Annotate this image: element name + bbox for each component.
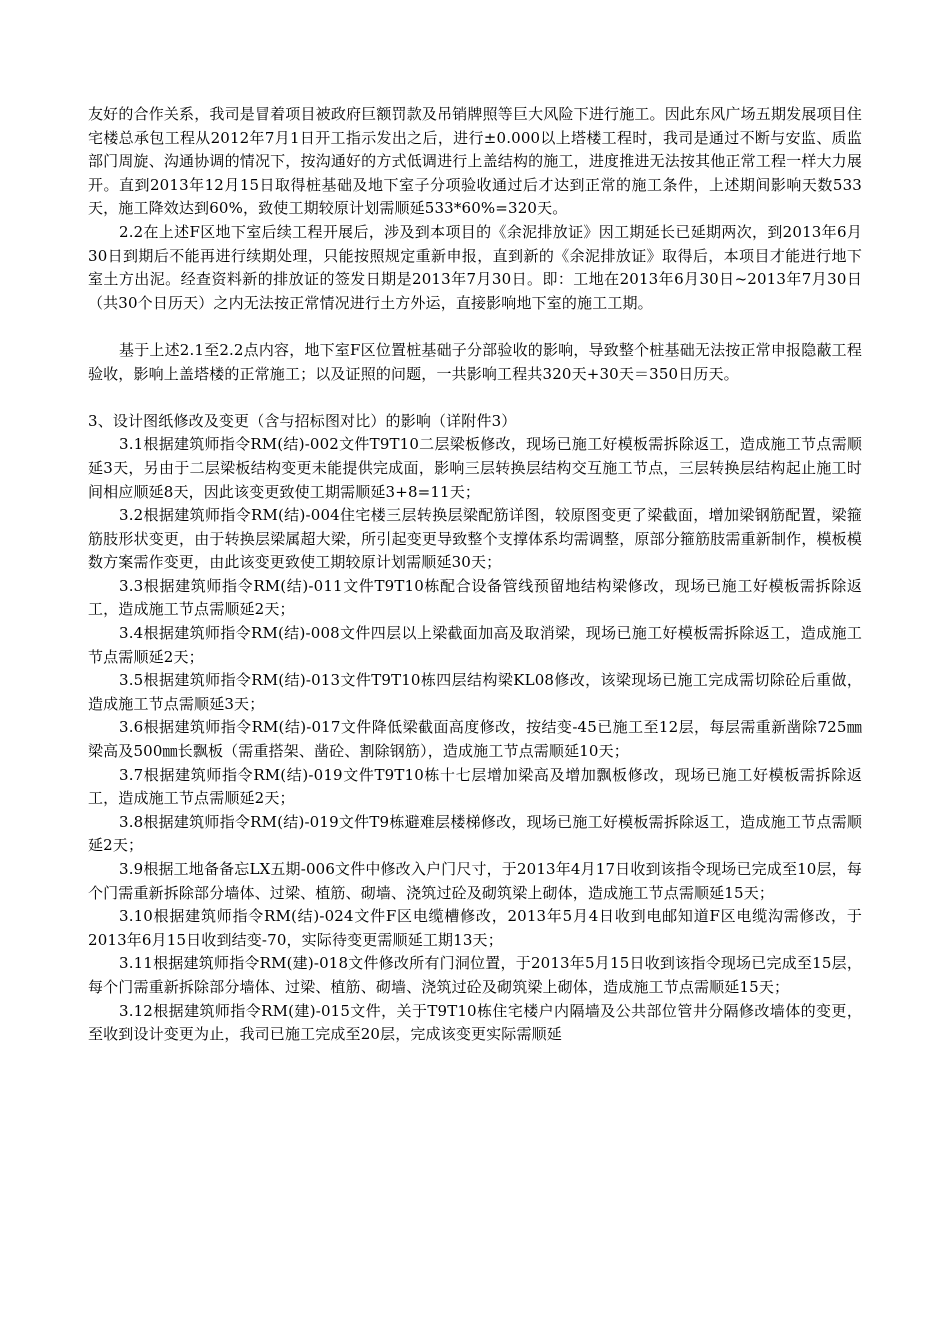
item-3-7: 3.7根据建筑师指令RM(结)-019文件T9T10栋十七层增加梁高及增加飘板修改，现场已施工好模板需拆除返工，造成施工节点需顺延2天；	[88, 765, 862, 808]
item-3-3: 3.3根据建筑师指令RM(结)-011文件T9T10栋配合设备管线预留地结构梁修改，现场已施工好模板需拆除返工，造成施工节点需顺延2天；	[88, 576, 862, 619]
item-3-6: 3.6根据建筑师指令RM(结)-017文件降低梁截面高度修改，按结变-45已施工至12层，每层需重新凿除725㎜梁高及500㎜长飘板（需重搭架、凿砼、割除钢筋），造成施工节点需顺延10天；	[88, 718, 862, 761]
item-3-2: 3.2根据建筑师指令RM(结)-004住宅楼三层转换层梁配筋详图，较原图变更了梁截面，增加梁钢筋配置，梁箍筋肢形状变更，由于转换层梁属超大梁，所引起变更导致整个支撑体系均需调整，原部分箍筋肢需重新制作，模板模数方案需作变更，由此该变更致使工期较原计划需顺延30天；	[88, 506, 862, 572]
blank-line	[88, 315, 862, 339]
item-3-12: 3.12根据建筑师指令RM(建)-015文件，关于T9T10栋住宅楼户内隔墙及公共部位管井分隔修改墙体的变更，至收到设计变更为止，我司已施工完成至20层，完成该变更实际需顺延	[88, 1001, 862, 1044]
item-3-1: 3.1根据建筑师指令RM(结)-002文件T9T10二层梁板修改，现场已施工好模板需拆除返工，造成施工节点需顺延3天，另由于二层梁板结构变更未能提供完成面，影响三层转换层结构交互施工节点，三层转换层结构起止施工时间相应顺延8天，因此该变更致使工期需顺延3+8=11天；	[88, 435, 862, 501]
section-heading-3: 3、设计图纸修改及变更（含与招标图对比）的影响（详附件3）	[88, 411, 517, 430]
paragraph-2-2-soil-permit: 2.2在上述F区地下室后续工程开展后，涉及到本项目的《余泥排放证》因工期延长已延期两次，到2013年6月30日到期后不能再进行续期处理，只能按照规定重新申报，直到新的《余泥排放证》取得后，本项目才能进行地下室土方出泥。经查资料新的排放证的签发日期是2013年7月30日。即：工地在2013年6月30日~2013年7月30日（共30个日历天）之内无法按正常情况进行土方外运，直接影响地下室的施工工期。	[88, 222, 862, 312]
item-3-8: 3.8根据建筑师指令RM(结)-019文件T9栋避难层楼梯修改，现场已施工好模板需拆除返工，造成施工节点需顺延2天；	[88, 812, 862, 855]
blank-line	[88, 386, 862, 410]
item-3-5: 3.5根据建筑师指令RM(结)-013文件T9T10栋四层结构梁KL08修改，该梁现场已施工完成需切除砼后重做，造成施工节点需顺延3天；	[88, 671, 862, 713]
item-3-4: 3.4根据建筑师指令RM(结)-008文件四层以上梁截面加高及取消梁，现场已施工好模板需拆除返工，造成施工节点需顺延2天；	[88, 624, 862, 666]
item-3-10: 3.10根据建筑师指令RM(结)-024文件F区电缆槽修改，2013年5月4日收到电邮知道F区电缆沟需修改，于2013年6月15日收到结变-70，实际待变更需顺延工期13天；	[88, 907, 862, 949]
paragraph-summary-350-days: 基于上述2.1至2.2点内容，地下室F区位置桩基础子分部验收的影响，导致整个桩基础无法按正常申报隐蔽工程验收，影响上盖塔楼的正常施工；以及证照的问题，一共影响工程共320天+30天＝350日历天。	[88, 340, 862, 383]
paragraph-cooperation-risk: 友好的合作关系，我司是冒着项目被政府巨额罚款及吊销牌照等巨大风险下进行施工。因此东风广场五期发展项目住宅楼总承包工程从2012年7月1日开工指示发出之后，进行±0.000以上塔楼工程时，我司是通过不断与安监、质监部门周旋、沟通协调的情况下，按沟通好的方式低调进行上盖结构的施工，进度推进无法按其他正常工程一样大力展开。直到2013年12月15日取得桩基础及地下室子分项验收通过后才达到正常的施工条件，上述期间影响天数533天，施工降效达到60%，致使工期较原计划需顺延533*60%=320天。	[88, 105, 862, 218]
item-3-11: 3.11根据建筑师指令RM(建)-018文件修改所有门洞位置，于2013年5月15日收到该指令现场已完成至15层，每个门需重新拆除部分墙体、过梁、植筋、砌墙、浇筑过砼及砌筑梁上砌体，造成施工节点需顺延15天；	[88, 954, 862, 996]
item-3-9: 3.9根据工地备备忘LX五期-006文件中修改入户门尺寸，于2013年4月17日收到该指令现场已完成至10层，每个门需重新拆除部分墙体、过梁、植筋、砌墙、浇筑过砼及砌筑梁上砌体，造成施工节点需顺延15天；	[88, 860, 862, 902]
